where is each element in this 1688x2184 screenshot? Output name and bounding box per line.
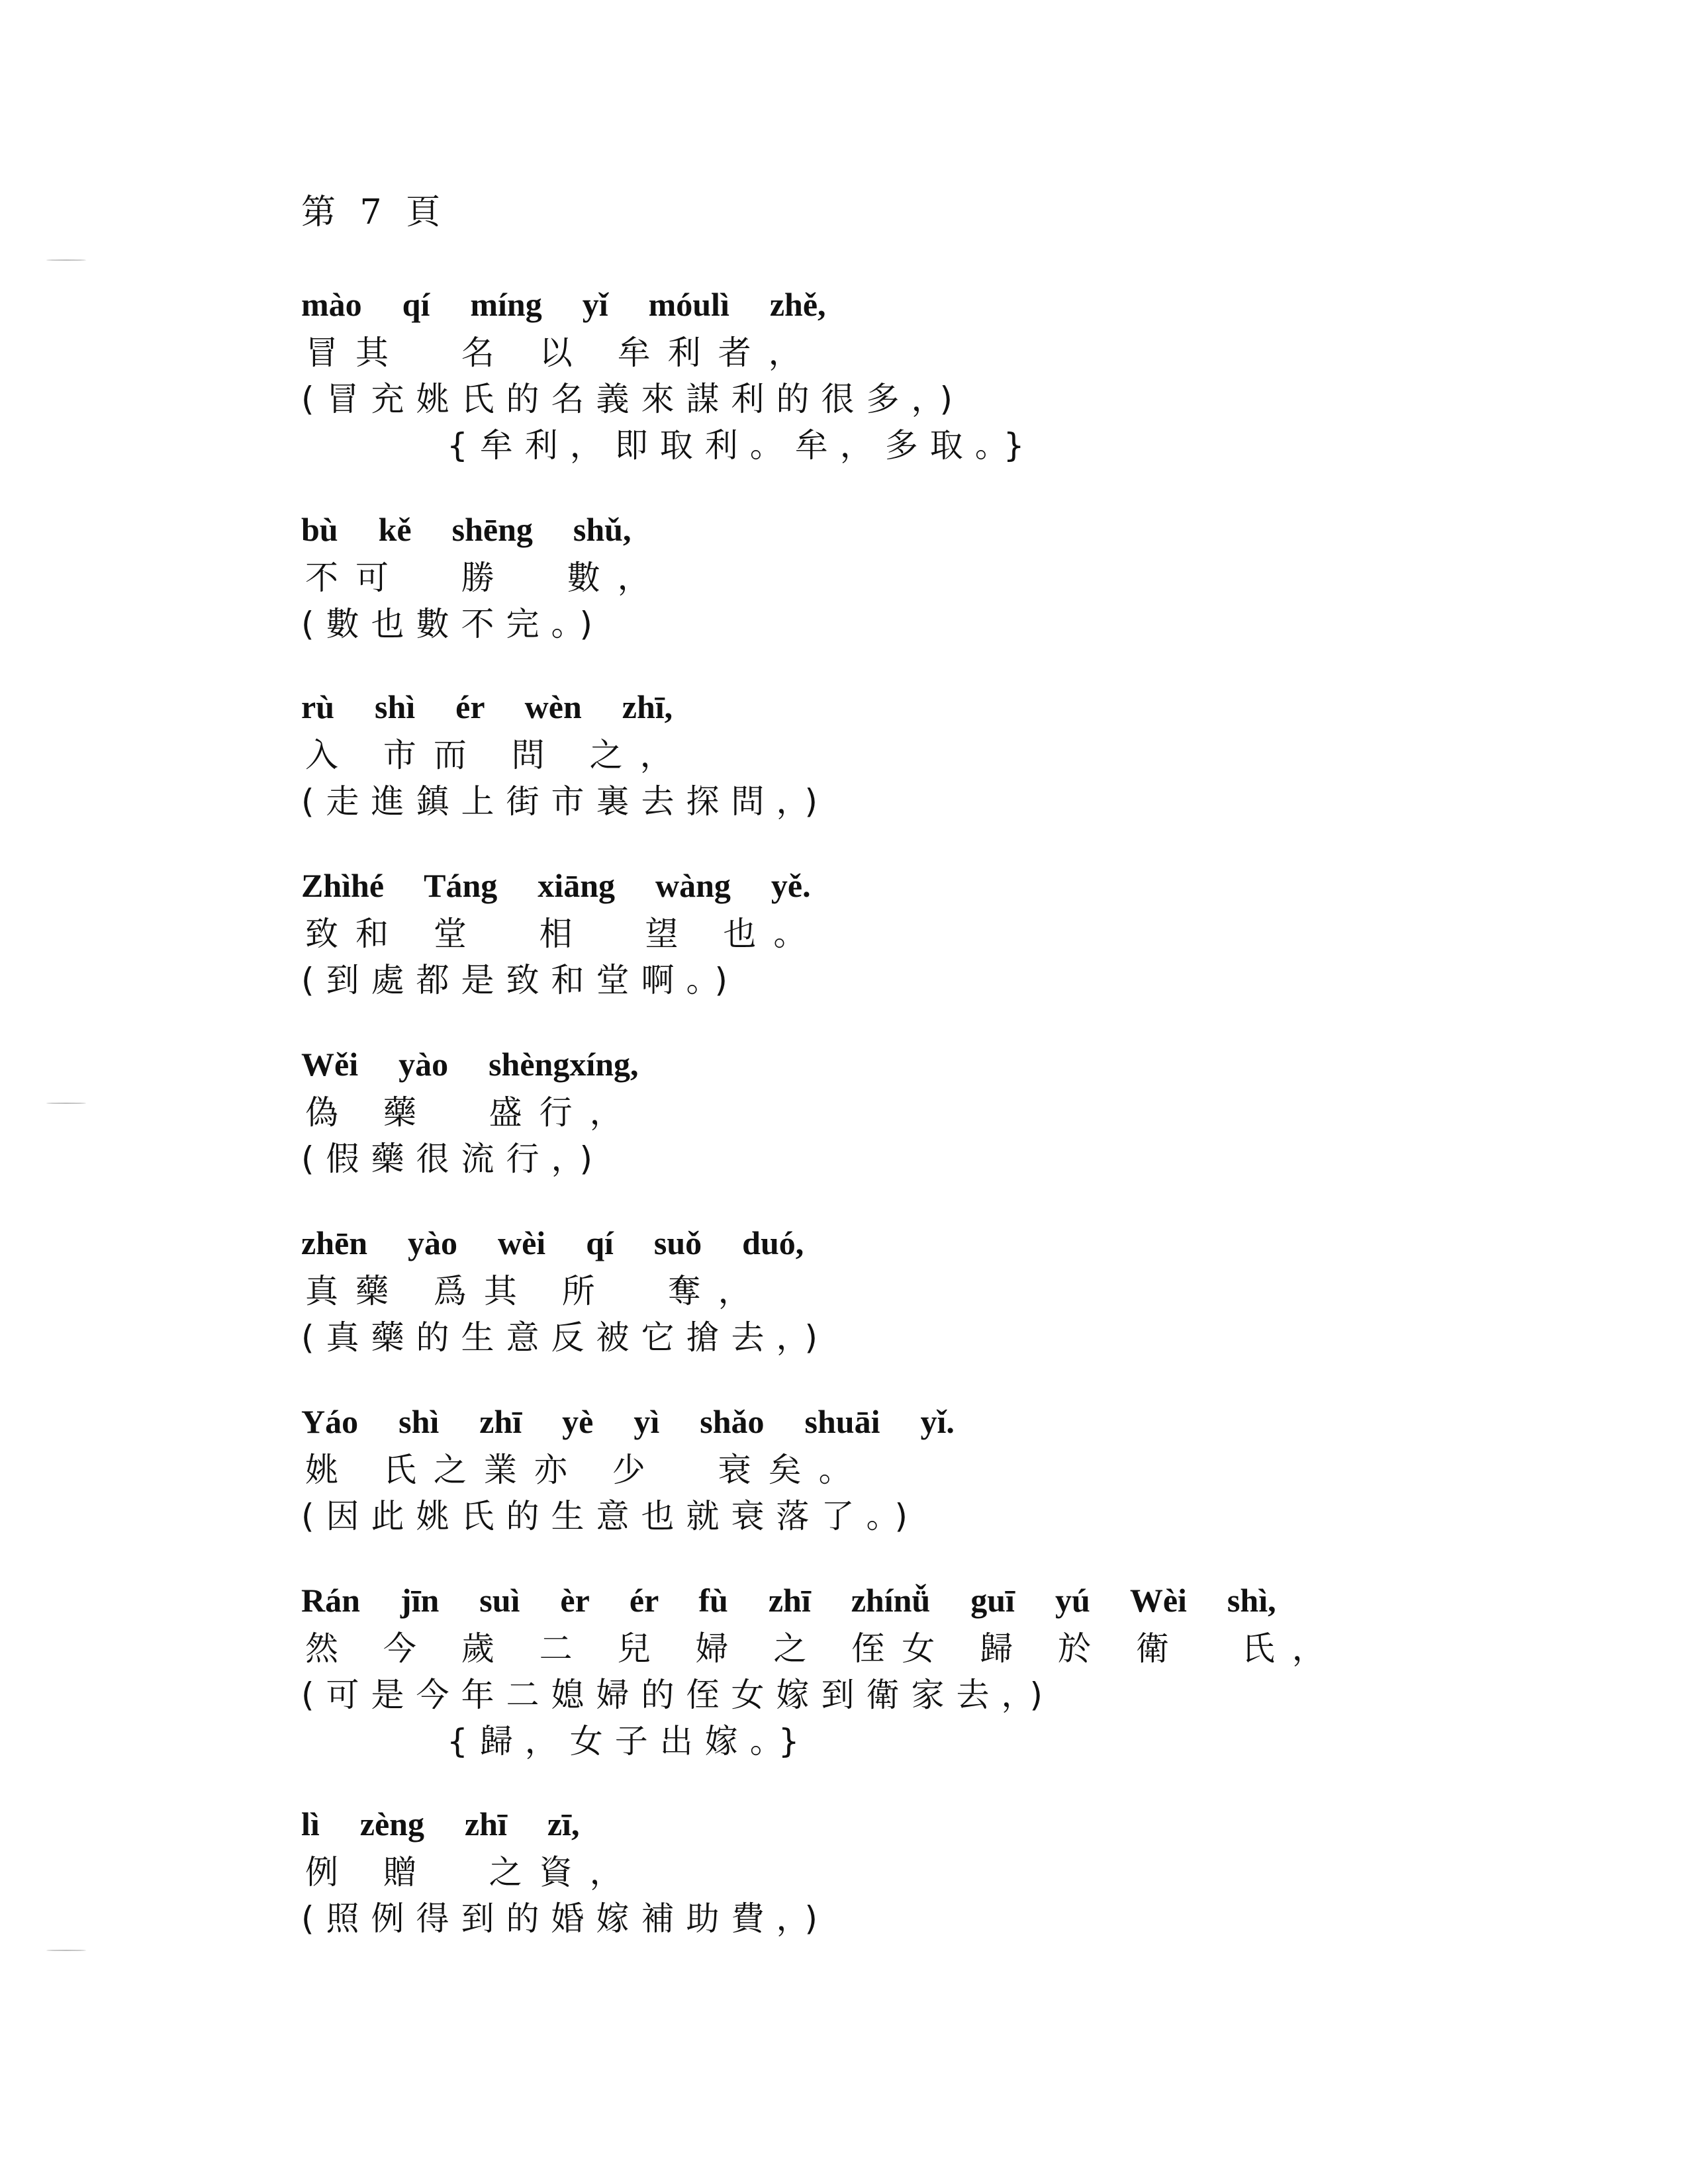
scan-mark <box>46 1950 86 1951</box>
classical-line: 然 今 歲 二 兒 婦 之 侄女 歸 於 衛 氏， <box>305 1629 1342 1668</box>
annotation-line: {牟利，即取利。牟，多取。} <box>447 426 1037 465</box>
translation-line: (假藥很流行，) <box>301 1140 605 1178</box>
translation-line: (到處都是致和堂啊。) <box>301 961 740 999</box>
classical-line: 致和 堂 相 望 也。 <box>305 915 824 953</box>
annotation-line: {歸，女子出嫁。} <box>447 1722 812 1760</box>
entry-3 <box>301 649 829 825</box>
entry-8 <box>301 1542 1342 1764</box>
translation-line: (冒充姚氏的名義來謀利的很多，) <box>301 380 965 418</box>
translation-line: (可是今年二媳婦的侄女嫁到衛家去，) <box>301 1676 1055 1714</box>
pinyin-line: Zhìhé Táng xiāng wàng yě. <box>301 867 811 904</box>
classical-line: 不可 勝 數， <box>305 559 668 597</box>
classical-line: 入 市而 問 之， <box>305 736 690 774</box>
classical-line: 冒其 名 以 牟利者， <box>305 334 819 372</box>
pinyin-line: Yáo shì zhī yè yì shǎo shuāi yǐ. <box>301 1403 955 1440</box>
classical-line: 偽 藥 盛行， <box>305 1093 640 1132</box>
pinyin-line: Wěi yào shèngxíng, <box>301 1046 639 1083</box>
entry-2 <box>301 471 668 647</box>
classical-line: 姚 氏之業亦 少 衰矣。 <box>305 1451 869 1489</box>
translation-line: (走進鎮上街市裏去探問，) <box>301 782 830 821</box>
page-title: 第 7 頁 <box>301 193 447 232</box>
pinyin-line: zhēn yào wèi qí suǒ duó, <box>301 1224 804 1261</box>
scan-mark <box>46 259 86 261</box>
pinyin-line: Rán jīn suì èr ér fù zhī zhínǚ guī yú Wèi shì, <box>301 1582 1276 1619</box>
scan-mark <box>46 1103 86 1104</box>
pinyin-line: mào qí míng yǐ móulì zhě, <box>301 286 826 323</box>
translation-line: (真藥的生意反被它搶去，) <box>301 1318 830 1357</box>
entry-5 <box>301 1006 640 1182</box>
translation-line: (數也數不完。) <box>301 605 605 643</box>
entry-4 <box>301 827 823 1003</box>
entry-1 <box>301 246 1037 469</box>
classical-line: 真藥 爲其 所 奪， <box>305 1272 769 1310</box>
translation-line: (照例得到的婚嫁補助費，) <box>301 1899 830 1938</box>
entry-6 <box>301 1185 829 1361</box>
entry-9 <box>301 1766 829 1942</box>
translation-line: (因此姚氏的生意也就衰落了。) <box>301 1497 920 1535</box>
classical-line: 例 贈 之資， <box>305 1853 640 1891</box>
pinyin-line: rù shì ér wèn zhī, <box>301 688 673 725</box>
entry-7 <box>301 1363 955 1539</box>
pinyin-line: lì zèng zhī zī, <box>301 1805 580 1843</box>
pinyin-line: bù kě shēng shǔ, <box>301 511 632 548</box>
